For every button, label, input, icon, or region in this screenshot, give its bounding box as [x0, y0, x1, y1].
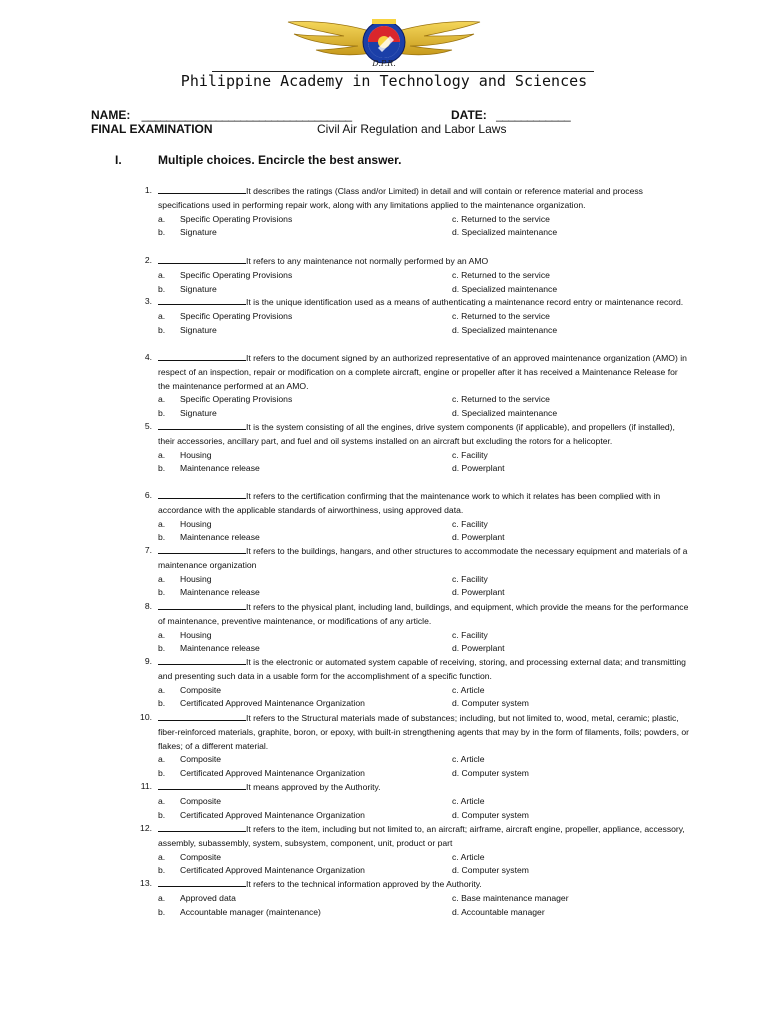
choice-letter: b.	[158, 283, 166, 294]
choice-group	[158, 393, 690, 421]
question-prompt: It refers to the physical plant, including land, buildings, and equipment, which provide the means for the performance of maintenance, preventive maintenance, or modifications of any article.	[158, 602, 689, 626]
choice-text: d. Computer system	[452, 865, 529, 876]
answer-blank[interactable]	[158, 780, 246, 790]
choice-text: Certificated Approved Maintenance Organization	[180, 768, 365, 779]
choice-b[interactable]	[158, 407, 217, 421]
choice-text: c. Facility	[452, 518, 488, 529]
question-item	[130, 420, 690, 476]
question-text	[158, 711, 690, 753]
question-item	[130, 489, 690, 545]
choice-text: Certificated Approved Maintenance Organization	[180, 809, 365, 820]
choice-group	[158, 518, 690, 546]
question-prompt: It refers to the item, including but not limited to, an aircraft; airframe, aircraft engine, propeller, appliance, accessory, assembly, subassembly, system, subsystem, component, unit, product or part	[158, 824, 685, 848]
choice-text: d. Computer system	[452, 698, 529, 709]
exam-label: FINAL EXAMINATION	[91, 122, 213, 136]
question-prompt: It is the system consisting of all the engines, drive system components (if applicable), and propellers (if installed), their accessories, ancillary part, and fuel and oil systems installed on an aircraft but excluding the rotors for a helicopter.	[158, 422, 675, 446]
choice-c[interactable]	[452, 795, 484, 809]
choice-letter: a.	[158, 269, 166, 280]
question-number: 7.	[144, 545, 152, 555]
section-number: I.	[115, 153, 122, 167]
choice-group	[158, 795, 690, 823]
choice-c[interactable]	[452, 449, 488, 463]
choice-group	[158, 269, 690, 297]
choice-a[interactable]	[158, 310, 292, 324]
choice-text: c. Article	[452, 795, 485, 806]
question-number: 5.	[144, 421, 152, 431]
choice-text: Certificated Approved Maintenance Organization	[180, 698, 365, 709]
choice-a[interactable]	[158, 518, 212, 532]
name-field[interactable]: __________________________________	[141, 108, 352, 122]
choice-a[interactable]	[158, 449, 212, 463]
choice-group	[158, 892, 690, 920]
choice-d[interactable]	[452, 767, 529, 781]
section-title: Multiple choices. Encircle the best answer.	[158, 153, 402, 167]
choice-letter: b.	[158, 643, 166, 654]
question-number: 2.	[144, 255, 152, 265]
answer-blank[interactable]	[158, 184, 246, 194]
choice-text: Composite	[180, 684, 222, 695]
question-item	[130, 711, 690, 781]
answer-blank[interactable]	[158, 655, 246, 665]
choice-c[interactable]	[452, 753, 484, 767]
question-item	[130, 822, 690, 878]
question-number: 9.	[144, 656, 152, 666]
question-item	[130, 780, 690, 822]
choice-text: Signature	[180, 408, 217, 419]
choice-letter: a.	[158, 892, 166, 903]
choice-text: c. Base maintenance manager	[452, 892, 569, 903]
choice-letter: a.	[158, 684, 166, 695]
logo-caption: D.P.R.	[372, 59, 396, 68]
choice-text: Signature	[180, 227, 217, 238]
question-text	[158, 295, 690, 310]
choice-group	[158, 213, 690, 241]
question-number: 13.	[140, 878, 152, 888]
choice-letter: a.	[158, 851, 166, 862]
choice-c[interactable]	[452, 213, 550, 227]
question-text	[158, 544, 690, 573]
choice-text: Composite	[180, 851, 222, 862]
choice-letter: a.	[158, 518, 166, 529]
choice-letter: a.	[158, 629, 166, 640]
choice-a[interactable]	[158, 892, 236, 906]
choice-text: Specific Operating Provisions	[180, 394, 293, 405]
choice-text: c. Returned to the service	[452, 394, 550, 405]
answer-blank[interactable]	[158, 544, 246, 554]
question-text	[158, 780, 690, 795]
question-item	[130, 655, 690, 711]
choice-b[interactable]	[158, 906, 321, 920]
choice-letter: b.	[158, 809, 166, 820]
choice-text: d. Specialized maintenance	[452, 408, 558, 419]
choice-text: d. Specialized maintenance	[452, 283, 558, 294]
question-number: 1.	[144, 185, 152, 195]
question-prompt: It is the unique identification used as a means of authenticating a maintenance record entry or maintenance record.	[246, 297, 684, 307]
choice-letter: b.	[158, 768, 166, 779]
question-prompt: It describes the ratings (Class and/or Limited) in detail and will contain or reference material and process specifications used in performing repair work, along with any limitations applied to the maintenance organization.	[158, 186, 643, 210]
question-item	[130, 351, 690, 421]
question-number: 11.	[140, 781, 152, 791]
answer-blank[interactable]	[158, 822, 246, 832]
school-name: Philippine Academy in Technology and Sciences	[180, 72, 588, 90]
choice-text: Signature	[180, 324, 217, 335]
answer-blank[interactable]	[158, 351, 246, 361]
choice-group	[158, 310, 690, 338]
answer-blank[interactable]	[158, 420, 246, 430]
question-text	[158, 822, 690, 851]
question-number: 4.	[144, 352, 152, 362]
choice-b[interactable]	[158, 697, 365, 711]
choice-a[interactable]	[158, 629, 212, 643]
question-text	[158, 184, 690, 213]
question-text	[158, 600, 690, 629]
name-label: NAME:	[91, 108, 131, 122]
question-number: 6.	[144, 490, 152, 500]
choice-text: Housing	[180, 573, 212, 584]
choice-letter: b.	[158, 865, 166, 876]
choice-letter: b.	[158, 698, 166, 709]
question-prompt: It refers to the buildings, hangars, and other structures to accommodate the necessary equipment and materials of a maintenance organization	[158, 546, 688, 570]
choice-group	[158, 573, 690, 601]
choice-text: Composite	[180, 795, 222, 806]
choice-letter: a.	[158, 449, 166, 460]
choice-a[interactable]	[158, 213, 292, 227]
choice-d[interactable]	[452, 462, 505, 476]
choice-d[interactable]	[452, 697, 529, 711]
question-text	[158, 655, 690, 684]
choice-text: Specific Operating Provisions	[180, 269, 293, 280]
choice-text: d. Computer system	[452, 809, 529, 820]
date-row	[451, 108, 570, 122]
choice-text: Approved data	[180, 892, 236, 903]
question-item	[130, 295, 690, 337]
choice-d[interactable]	[452, 407, 557, 421]
choice-letter: b.	[158, 408, 166, 419]
choice-text: d. Specialized maintenance	[452, 227, 558, 238]
question-prompt: It refers to the certification confirming that the maintenance work to which it relates has been complied with in accordance with the applicable standards of airworthiness, using approved data.	[158, 491, 661, 515]
question-text	[158, 351, 690, 393]
choice-c[interactable]	[452, 573, 488, 587]
choice-text: d. Powerplant	[452, 532, 505, 543]
choice-d[interactable]	[452, 586, 505, 600]
question-text	[158, 254, 690, 269]
choice-b[interactable]	[158, 324, 217, 338]
question-prompt: It refers to the document signed by an authorized representative of an approved maintenance organization (AMO) in respect of an inspection, repair or modification on a complete aircraft, engine or propeller after it has received a Maintenance Release for the maintenance performed at an AMO.	[158, 353, 687, 391]
choice-letter: b.	[158, 587, 166, 598]
question-item	[130, 600, 690, 656]
choice-text: c. Article	[452, 754, 485, 765]
choice-text: d. Accountable manager	[452, 906, 545, 917]
choice-text: c. Returned to the service	[452, 310, 550, 321]
choice-c[interactable]	[452, 269, 550, 283]
choice-text: Composite	[180, 754, 222, 765]
choice-b[interactable]	[158, 586, 260, 600]
choice-letter: b.	[158, 532, 166, 543]
choice-c[interactable]	[452, 851, 484, 865]
choice-letter: a.	[158, 394, 166, 405]
choice-d[interactable]	[452, 809, 529, 823]
question-text	[158, 420, 690, 449]
choice-c[interactable]	[452, 629, 488, 643]
choice-group	[158, 684, 690, 712]
answer-blank[interactable]	[158, 489, 246, 499]
choice-b[interactable]	[158, 767, 365, 781]
answer-blank[interactable]	[158, 877, 246, 887]
choice-b[interactable]	[158, 809, 365, 823]
choice-d[interactable]	[452, 226, 557, 240]
choice-text: d. Computer system	[452, 768, 529, 779]
answer-blank[interactable]	[158, 254, 246, 264]
choice-text: c. Returned to the service	[452, 269, 550, 280]
choice-d[interactable]	[452, 906, 545, 920]
subject-title: Civil Air Regulation and Labor Laws	[317, 122, 507, 136]
choice-b[interactable]	[158, 226, 217, 240]
question-item	[130, 184, 690, 240]
choice-text: Specific Operating Provisions	[180, 310, 293, 321]
date-label: DATE:	[451, 108, 487, 122]
question-prompt: It refers to any maintenance not normally performed by an AMO	[246, 256, 489, 266]
choice-letter: b.	[158, 227, 166, 238]
choice-c[interactable]	[452, 892, 569, 906]
choice-text: c. Facility	[452, 629, 488, 640]
choice-text: Certificated Approved Maintenance Organization	[180, 865, 365, 876]
choice-text: d. Specialized maintenance	[452, 324, 558, 335]
choice-text: d. Powerplant	[452, 587, 505, 598]
choice-text: Accountable manager (maintenance)	[180, 906, 321, 917]
choice-text: Housing	[180, 449, 212, 460]
choice-letter: b.	[158, 463, 166, 474]
choice-text: Maintenance release	[180, 643, 260, 654]
choice-letter: a.	[158, 310, 166, 321]
answer-blank[interactable]	[158, 711, 246, 721]
choice-text: c. Facility	[452, 449, 488, 460]
choice-a[interactable]	[158, 269, 292, 283]
choice-text: c. Article	[452, 851, 485, 862]
date-field[interactable]: ____________	[496, 108, 571, 122]
answer-blank[interactable]	[158, 600, 246, 610]
choice-text: Maintenance release	[180, 463, 260, 474]
choice-letter: a.	[158, 213, 166, 224]
choice-text: c. Facility	[452, 573, 488, 584]
choice-text: Housing	[180, 629, 212, 640]
question-prompt: It refers to the technical information approved by the Authority.	[246, 879, 482, 889]
question-item	[130, 254, 690, 296]
choice-text: Signature	[180, 283, 217, 294]
choice-letter: a.	[158, 795, 166, 806]
choice-c[interactable]	[452, 310, 550, 324]
choice-c[interactable]	[452, 518, 488, 532]
section-heading	[115, 153, 401, 167]
question-prompt: It is the electronic or automated system capable of receiving, storing, and processing external data; and transmitting and presenting such data in a usable form for the accomplishment of a specific function.	[158, 657, 686, 681]
choice-letter: b.	[158, 324, 166, 335]
question-item	[130, 877, 690, 919]
question-prompt: It means approved by the Authority.	[246, 782, 381, 792]
choice-text: d. Powerplant	[452, 463, 505, 474]
question-prompt: It refers to the Structural materials made of substances; including, but not limited to, wood, metal, ceramic; plastic, fiber-reinforced materials, graphite, boron, or epoxy, with built-in strengthening agents that may by in the form of filaments, foils; powders, or flakes; of a different material.	[158, 713, 689, 751]
name-row	[91, 108, 352, 122]
choice-a[interactable]	[158, 684, 221, 698]
choice-text: Housing	[180, 518, 212, 529]
choice-group	[158, 753, 690, 781]
choice-letter: a.	[158, 573, 166, 584]
choice-group	[158, 629, 690, 657]
question-number: 12.	[140, 823, 152, 833]
choice-a[interactable]	[158, 573, 212, 587]
choice-text: c. Returned to the service	[452, 213, 550, 224]
question-number: 8.	[144, 601, 152, 611]
choice-letter: b.	[158, 906, 166, 917]
question-text	[158, 877, 690, 892]
choice-group	[158, 851, 690, 879]
choice-text: Maintenance release	[180, 587, 260, 598]
choice-text: Maintenance release	[180, 532, 260, 543]
choice-b[interactable]	[158, 462, 260, 476]
question-number: 3.	[144, 296, 152, 306]
question-text	[158, 489, 690, 518]
choice-group	[158, 449, 690, 477]
choice-a[interactable]	[158, 753, 221, 767]
choice-text: Specific Operating Provisions	[180, 213, 293, 224]
choice-a[interactable]	[158, 795, 221, 809]
answer-blank[interactable]	[158, 295, 246, 305]
choice-d[interactable]	[452, 324, 557, 338]
choice-a[interactable]	[158, 393, 292, 407]
choice-c[interactable]	[452, 684, 484, 698]
choice-letter: a.	[158, 754, 166, 765]
choice-a[interactable]	[158, 851, 221, 865]
choice-c[interactable]	[452, 393, 550, 407]
choice-text: c. Article	[452, 684, 485, 695]
question-item	[130, 544, 690, 600]
choice-text: d. Powerplant	[452, 643, 505, 654]
question-number: 10.	[140, 712, 152, 722]
